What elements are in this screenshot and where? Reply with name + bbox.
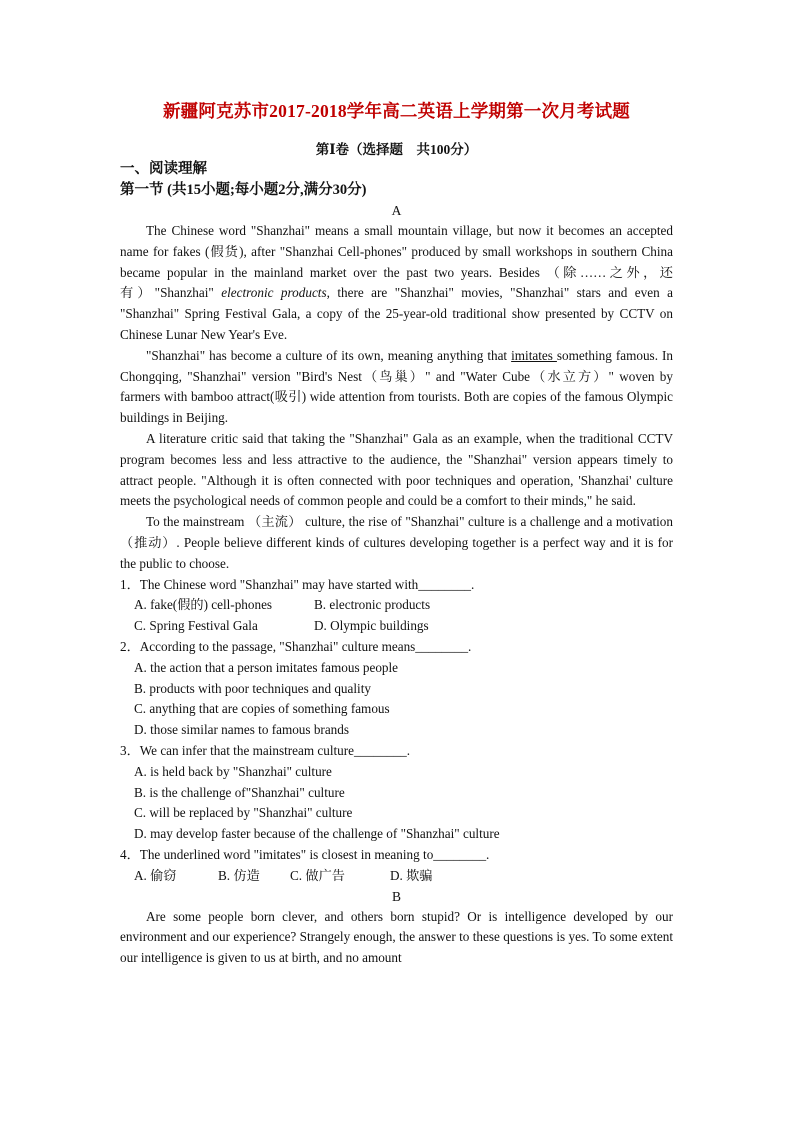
option-row xyxy=(120,824,673,845)
option-row xyxy=(120,595,673,616)
answer-option[interactable]: C. anything that are copies of something famous xyxy=(134,701,390,717)
option-row xyxy=(120,720,673,741)
text-run: "Shanzhai" has become a culture of its own, meaning anything that xyxy=(146,347,512,363)
exam-page xyxy=(120,100,673,969)
italic-phrase: electronic products xyxy=(221,285,327,301)
exam-subtitle: 第Ⅰ卷（选择题 共100分） xyxy=(315,142,478,157)
part-heading: 一、阅读理解 xyxy=(120,161,207,177)
answer-option[interactable]: B. electronic products xyxy=(314,597,431,613)
answer-option[interactable]: C. will be replaced by "Shanzhai" culture xyxy=(134,805,353,821)
answer-option[interactable]: C. 做广告 xyxy=(290,867,345,883)
answer-option[interactable]: B. is the challenge of"Shanzhai" culture xyxy=(134,784,345,800)
question-stem: 3．We can infer that the mainstream culture________. xyxy=(120,742,411,758)
option-row xyxy=(120,783,673,804)
answer-option[interactable]: C. Spring Festival Gala xyxy=(134,618,258,634)
answer-option[interactable]: D. those similar names to famous brands xyxy=(134,722,349,738)
passage-a-paragraph-4: To the mainstream （主流） culture, the rise of "Shanzhai" culture is a challenge and a motivation （推动）. People believe different kinds of cultures developing together is a perfect way and it is for the public to choose. xyxy=(120,514,673,571)
option-row xyxy=(120,699,673,720)
passage-a-label: A xyxy=(391,203,402,218)
passage-a-paragraph-3: A literature critic said that taking the "Shanzhai" Gala as an example, when the traditional CCTV program becomes less and less attractive to the audience, the "Shanzhai" version appears timely to attract people. "Although it is often connected with poor techniques and operation, 'Shanzhai' culture meets the psychological needs of common people and could be a comfort to their minds," he said. xyxy=(120,430,673,509)
text-run: something famous. In Chongqing, "Shanzhai" version "Bird's Nest（鸟巢）" and "Water Cube（水立方）" woven by farmers with bamboo attract(吸引) wide attention from tourists. Both are copies of the famous Olympic buildings in Beijing. xyxy=(120,347,673,426)
option-row xyxy=(120,616,673,637)
passage-a-paragraph-2 xyxy=(120,346,673,429)
answer-option[interactable]: D. 欺骗 xyxy=(390,867,433,883)
passage-b-label: B xyxy=(391,888,401,904)
exam-title: 新疆阿克苏市2017-2018学年高二英语上学期第一次月考试题 xyxy=(162,101,631,121)
answer-option[interactable]: A. is held back by "Shanzhai" culture xyxy=(134,763,332,779)
question-stem: 1．The Chinese word "Shanzhai" may have started with________. xyxy=(120,576,475,592)
answer-option[interactable]: A. fake(假的) cell-phones xyxy=(134,597,273,613)
answer-option[interactable]: D. may develop faster because of the challenge of "Shanzhai" culture xyxy=(134,826,500,842)
question-stem: 2．According to the passage, "Shanzhai" culture means________. xyxy=(120,638,472,654)
answer-option[interactable]: D. Olympic buildings xyxy=(314,618,429,634)
answer-option[interactable]: A. the action that a person imitates famous people xyxy=(134,659,399,675)
option-row xyxy=(120,803,673,824)
option-row xyxy=(120,658,673,679)
option-row xyxy=(120,679,673,700)
section-heading: 第一节 (共15小题;每小题2分,满分30分) xyxy=(120,182,367,198)
option-row xyxy=(120,866,673,887)
question-stem: 4．The underlined word "imitates" is closest in meaning to________. xyxy=(120,846,490,862)
underlined-word: imitates xyxy=(511,347,557,363)
answer-option[interactable]: B. products with poor techniques and quality xyxy=(134,680,371,696)
passage-a-paragraph-1 xyxy=(120,221,673,346)
passage-b-paragraph-1: Are some people born clever, and others born stupid? Or is intelligence developed by our environment and our experience? Strangely enough, the answer to these questions is yes. To some extent our intelligence is given to us at birth, and no amount xyxy=(120,908,673,966)
answer-option[interactable]: B. 仿造 xyxy=(218,867,260,883)
text-run: The Chinese word "Shanzhai" means a small mountain village, but now it becomes an accepted name for fakes (假货), after "Shanzhai Cell-phones" produced by small workshops in southern China became popular in the mainland market over the past two years. Besides （除……之外，还有）"Shanzhai" xyxy=(120,223,673,301)
text-run: , there are "Shanzhai" movies, "Shanzhai" stars and even a "Shanzhai" Spring Festival Gala, a copy of the 25-year-old traditional show presented by CCTV on Chinese Lunar New Year's Eve. xyxy=(120,285,673,342)
option-row xyxy=(120,762,673,783)
answer-option[interactable]: A. 偷窃 xyxy=(134,867,177,883)
question-list xyxy=(120,575,673,887)
